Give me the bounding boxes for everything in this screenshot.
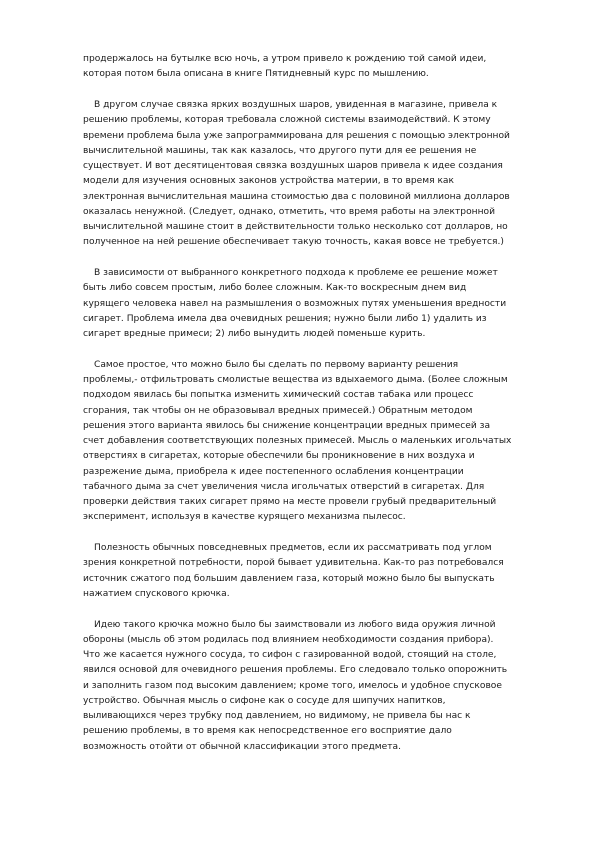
document-page — [83, 52, 513, 755]
paragraph-4: Самое простое, что можно было бы сделать по первому варианту решения проблемы,- отфильтровать смолистые вещества из вдыхаемого дыма. (Более сложным подходом явилась бы попытка изменить химический состав табака или процесс сгорания, так чтобы он не образовывал вредных примесей.) Обратным методом решения этого варианта явилось бы снижение концентрации вредных примесей за счет добавления соответствующих полезных примесей. Мысль о маленьких игольчатых отверстиях в сигаретах, которые обеспечили бы проникновение в них воздуха и разрежение дыма, приобрела к идее постепенного ослабления концентрации табачного дыма за счет увеличения числа игольчатых отверстий в сигаретах. Для проверки действия таких сигарет прямо на месте провели грубый предварительный эксперимент, используя в качестве курящего механизма пылесос. — [83, 359, 512, 523]
paragraph-6: Идею такого крючка можно было бы заимствовали из любого вида оружия личной обороны (мысль об этом родилась под влиянием необходимости создания прибора). Что же касается нужного сосуда, то сифон с газированной водой, стоящий на столе, явился основой для очевидного решения проблемы. Его следовало только опорожнить и заполнить газом под высоким давлением; кроме того, имелось и удобное спусковое устройство. Обычная мысль о сифоне как о сосуде для шипучих напитков, выливающихся через трубку под давлением, но видимому, не привела бы нас к решению проблемы, в то время как непосредственное его восприятие дало возможность отойти от обычной классификации этого предмета. — [83, 619, 508, 752]
paragraph-2: В другом случае связка ярких воздушных шаров, увиденная в магазине, привела к решению проблемы, которая требовала сложной системы взаимодействий. К этому времени проблема была уже запрограммирована для решения с помощью электронной вычислительной машины, так как казалось, что другого пути для ее решения не существует. И вот десятицентовая связка воздушных шаров привела к идее создания модели для изучения основных законов устройства материи, в то время как электронная вычислительная машина стоимостью два с половиной миллиона долларов оказалась ненужной. (Следует, однако, отметить, что время работы на электронной вычислительной машине стоит в действительности только несколько сот долларов, но полученное на ней решение обеспечивает такую точность, какая вовсе не требуется.) — [83, 100, 510, 248]
paragraph-5: Полезность обычных повседневных предметов, если их рассматривать под углом зрения конкретной потребности, порой бывает удивительна. Как-то раз потребовался источник сжатого под большим давлением газа, который можно было бы выпускать нажатием спускового крючка. — [83, 543, 504, 599]
paragraph-1: продержалось на бутылке всю ночь, а утром привело к рождению той самой идеи, которая потом была описана в книге Пятидневный курс по мышлению. — [83, 54, 487, 80]
paragraph-3: В зависимости от выбранного конкретного подхода к проблеме ее решение может быть либо совсем простым, либо более сложным. Как-то воскресным днем вид курящего человека навел на размышления о возможных путях уменьшения вредности сигарет. Проблема имела два очевидных решения; нужно были либо 1) удалить из сигарет вредные примеси; 2) либо вынудить людей поменьше курить. — [83, 268, 507, 339]
